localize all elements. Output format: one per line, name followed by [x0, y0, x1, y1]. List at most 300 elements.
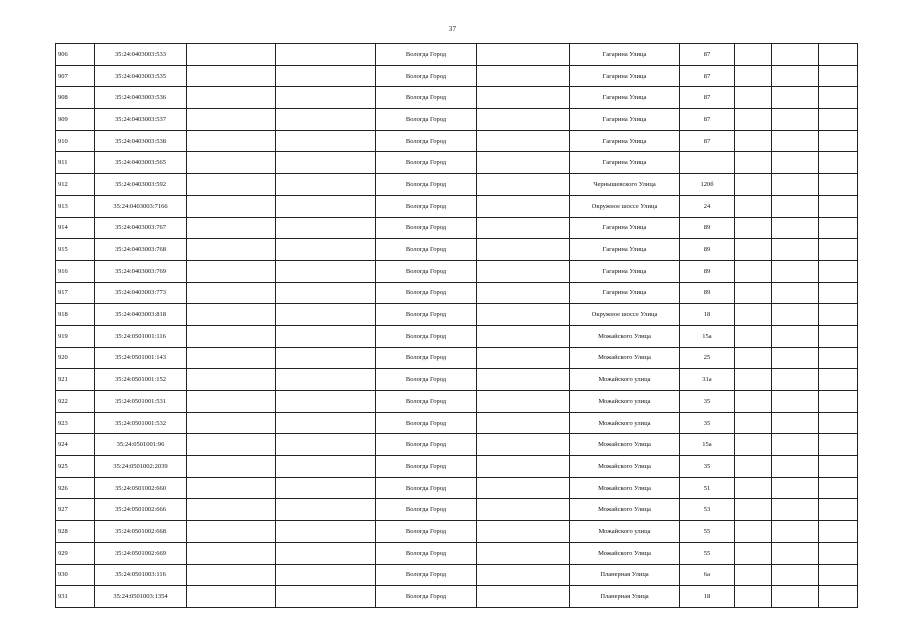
- empty-cell: [276, 260, 376, 282]
- empty-cell: [735, 109, 772, 131]
- empty-cell: [187, 130, 276, 152]
- table-row: [56, 391, 858, 413]
- empty-cell: [772, 369, 819, 391]
- empty-cell: [276, 521, 376, 543]
- empty-cell: [187, 260, 276, 282]
- empty-cell: [276, 586, 376, 608]
- empty-cell: [276, 65, 376, 87]
- empty-cell: [187, 325, 276, 347]
- cadastral-number-cell: 35:24:0501001:532: [95, 412, 187, 434]
- house-number-cell: 51: [680, 477, 735, 499]
- empty-cell: [819, 499, 858, 521]
- table-row: [56, 542, 858, 564]
- table-row: [56, 434, 858, 456]
- empty-cell: [276, 456, 376, 478]
- empty-cell: [477, 260, 570, 282]
- row-number-cell: 915: [56, 239, 95, 261]
- empty-cell: [187, 152, 276, 174]
- city-cell: Вологда Город: [376, 369, 477, 391]
- empty-cell: [772, 65, 819, 87]
- table-row: [56, 586, 858, 608]
- table-row: [56, 217, 858, 239]
- empty-cell: [772, 195, 819, 217]
- empty-cell: [819, 239, 858, 261]
- empty-cell: [187, 499, 276, 521]
- empty-cell: [735, 586, 772, 608]
- empty-cell: [772, 152, 819, 174]
- cadastral-number-cell: 35:24:0403003:818: [95, 304, 187, 326]
- cadastral-number-cell: 35:24:0501002:666: [95, 499, 187, 521]
- empty-cell: [477, 521, 570, 543]
- empty-cell: [276, 369, 376, 391]
- empty-cell: [772, 325, 819, 347]
- empty-cell: [276, 542, 376, 564]
- row-number-cell: 931: [56, 586, 95, 608]
- cadastral-number-cell: 35:24:0501001:96: [95, 434, 187, 456]
- empty-cell: [819, 391, 858, 413]
- empty-cell: [735, 347, 772, 369]
- street-cell: Гагарина Улица: [570, 217, 680, 239]
- house-number-cell: 24: [680, 195, 735, 217]
- empty-cell: [477, 369, 570, 391]
- empty-cell: [276, 130, 376, 152]
- house-number-cell: 87: [680, 44, 735, 66]
- city-cell: Вологда Город: [376, 130, 477, 152]
- street-cell: Можайского Улица: [570, 499, 680, 521]
- city-cell: Вологда Город: [376, 347, 477, 369]
- house-number-cell: 15а: [680, 325, 735, 347]
- city-cell: Вологда Город: [376, 109, 477, 131]
- empty-cell: [735, 542, 772, 564]
- cadastral-number-cell: 35:24:0403003:767: [95, 217, 187, 239]
- empty-cell: [819, 152, 858, 174]
- empty-cell: [187, 391, 276, 413]
- street-cell: Можайского Улица: [570, 456, 680, 478]
- empty-cell: [477, 456, 570, 478]
- empty-cell: [477, 586, 570, 608]
- empty-cell: [187, 304, 276, 326]
- street-cell: Гагарина Улица: [570, 44, 680, 66]
- empty-cell: [276, 195, 376, 217]
- city-cell: Вологда Город: [376, 282, 477, 304]
- empty-cell: [187, 521, 276, 543]
- empty-cell: [187, 282, 276, 304]
- empty-cell: [735, 152, 772, 174]
- empty-cell: [187, 347, 276, 369]
- empty-cell: [772, 347, 819, 369]
- empty-cell: [772, 260, 819, 282]
- empty-cell: [477, 434, 570, 456]
- empty-cell: [772, 239, 819, 261]
- empty-cell: [819, 304, 858, 326]
- row-number-cell: 907: [56, 65, 95, 87]
- city-cell: Вологда Город: [376, 65, 477, 87]
- empty-cell: [477, 65, 570, 87]
- cadastral-number-cell: 35:24:0403003:565: [95, 152, 187, 174]
- empty-cell: [819, 586, 858, 608]
- street-cell: Можайского улица: [570, 412, 680, 434]
- row-number-cell: 914: [56, 217, 95, 239]
- empty-cell: [187, 586, 276, 608]
- house-number-cell: 35: [680, 391, 735, 413]
- empty-cell: [276, 325, 376, 347]
- empty-cell: [819, 347, 858, 369]
- city-cell: Вологда Город: [376, 174, 477, 196]
- empty-cell: [772, 499, 819, 521]
- empty-cell: [819, 282, 858, 304]
- empty-cell: [772, 130, 819, 152]
- empty-cell: [276, 109, 376, 131]
- empty-cell: [187, 477, 276, 499]
- empty-cell: [276, 347, 376, 369]
- table-body: [56, 44, 858, 608]
- city-cell: Вологда Город: [376, 304, 477, 326]
- empty-cell: [187, 239, 276, 261]
- city-cell: Вологда Город: [376, 195, 477, 217]
- empty-cell: [772, 174, 819, 196]
- house-number-cell: 18: [680, 586, 735, 608]
- table-row: [56, 282, 858, 304]
- cadastral-number-cell: 35:24:0403003:592: [95, 174, 187, 196]
- city-cell: Вологда Город: [376, 477, 477, 499]
- street-cell: Можайского Улица: [570, 542, 680, 564]
- cadastral-number-cell: 35:24:0501002:669: [95, 542, 187, 564]
- row-number-cell: 920: [56, 347, 95, 369]
- cadastral-number-cell: 35:24:0403003:768: [95, 239, 187, 261]
- table-row: [56, 109, 858, 131]
- empty-cell: [735, 477, 772, 499]
- empty-cell: [187, 412, 276, 434]
- city-cell: Вологда Город: [376, 521, 477, 543]
- cadastral-number-cell: 35:24:0501002:2039: [95, 456, 187, 478]
- house-number-cell: 120б: [680, 174, 735, 196]
- cadastral-number-cell: 35:24:0403003:536: [95, 87, 187, 109]
- empty-cell: [187, 434, 276, 456]
- empty-cell: [735, 44, 772, 66]
- street-cell: Гагарина Улица: [570, 282, 680, 304]
- empty-cell: [772, 477, 819, 499]
- empty-cell: [735, 217, 772, 239]
- house-number-cell: 55: [680, 521, 735, 543]
- street-cell: Можайского улица: [570, 521, 680, 543]
- city-cell: Вологда Город: [376, 391, 477, 413]
- street-cell: Планерная Улица: [570, 564, 680, 586]
- house-number-cell: 89: [680, 282, 735, 304]
- empty-cell: [276, 87, 376, 109]
- street-cell: Можайского улица: [570, 391, 680, 413]
- row-number-cell: 930: [56, 564, 95, 586]
- row-number-cell: 921: [56, 369, 95, 391]
- empty-cell: [477, 130, 570, 152]
- empty-cell: [819, 477, 858, 499]
- street-cell: Планерная Улица: [570, 586, 680, 608]
- table-row: [56, 130, 858, 152]
- table-row: [56, 44, 858, 66]
- empty-cell: [187, 217, 276, 239]
- city-cell: Вологда Город: [376, 239, 477, 261]
- empty-cell: [477, 174, 570, 196]
- cadastral-number-cell: 35:24:0501002:660: [95, 477, 187, 499]
- empty-cell: [276, 239, 376, 261]
- empty-cell: [735, 391, 772, 413]
- property-register-table: [55, 43, 858, 608]
- row-number-cell: 922: [56, 391, 95, 413]
- empty-cell: [477, 391, 570, 413]
- empty-cell: [772, 391, 819, 413]
- row-number-cell: 918: [56, 304, 95, 326]
- street-cell: Окружное шоссе Улица: [570, 195, 680, 217]
- empty-cell: [187, 542, 276, 564]
- row-number-cell: 913: [56, 195, 95, 217]
- city-cell: Вологда Город: [376, 564, 477, 586]
- row-number-cell: 906: [56, 44, 95, 66]
- street-cell: Можайского Улица: [570, 434, 680, 456]
- empty-cell: [772, 521, 819, 543]
- house-number-cell: 53: [680, 499, 735, 521]
- empty-cell: [477, 477, 570, 499]
- empty-cell: [477, 325, 570, 347]
- table-row: [56, 152, 858, 174]
- city-cell: Вологда Город: [376, 434, 477, 456]
- empty-cell: [477, 195, 570, 217]
- table-row: [56, 87, 858, 109]
- empty-cell: [819, 174, 858, 196]
- row-number-cell: 928: [56, 521, 95, 543]
- empty-cell: [735, 87, 772, 109]
- house-number-cell: 18: [680, 304, 735, 326]
- empty-cell: [187, 65, 276, 87]
- house-number-cell: 31а: [680, 369, 735, 391]
- cadastral-number-cell: 35:24:0501002:668: [95, 521, 187, 543]
- street-cell: Можайского Улица: [570, 347, 680, 369]
- empty-cell: [187, 109, 276, 131]
- empty-cell: [477, 152, 570, 174]
- empty-cell: [187, 44, 276, 66]
- city-cell: Вологда Город: [376, 87, 477, 109]
- empty-cell: [819, 434, 858, 456]
- house-number-cell: 87: [680, 109, 735, 131]
- table-row: [56, 65, 858, 87]
- cadastral-number-cell: 35:24:0403003:537: [95, 109, 187, 131]
- empty-cell: [477, 304, 570, 326]
- empty-cell: [772, 434, 819, 456]
- empty-cell: [819, 130, 858, 152]
- city-cell: Вологда Город: [376, 456, 477, 478]
- empty-cell: [477, 109, 570, 131]
- cadastral-number-cell: 35:24:0403003:769: [95, 260, 187, 282]
- house-number-cell: 87: [680, 130, 735, 152]
- empty-cell: [735, 130, 772, 152]
- row-number-cell: 923: [56, 412, 95, 434]
- cadastral-number-cell: 35:24:0403003:7166: [95, 195, 187, 217]
- cadastral-number-cell: 35:24:0501001:143: [95, 347, 187, 369]
- empty-cell: [276, 391, 376, 413]
- cadastral-number-cell: 35:24:0501001:116: [95, 325, 187, 347]
- empty-cell: [276, 477, 376, 499]
- empty-cell: [477, 542, 570, 564]
- empty-cell: [819, 195, 858, 217]
- street-cell: Гагарина Улица: [570, 130, 680, 152]
- empty-cell: [735, 260, 772, 282]
- empty-cell: [819, 109, 858, 131]
- empty-cell: [735, 282, 772, 304]
- empty-cell: [772, 44, 819, 66]
- empty-cell: [735, 195, 772, 217]
- empty-cell: [276, 152, 376, 174]
- street-cell: Гагарина Улица: [570, 65, 680, 87]
- city-cell: Вологда Город: [376, 542, 477, 564]
- row-number-cell: 927: [56, 499, 95, 521]
- row-number-cell: 917: [56, 282, 95, 304]
- empty-cell: [819, 44, 858, 66]
- empty-cell: [477, 239, 570, 261]
- house-number-cell: 55: [680, 542, 735, 564]
- empty-cell: [477, 44, 570, 66]
- empty-cell: [772, 542, 819, 564]
- empty-cell: [276, 217, 376, 239]
- table-row: [56, 304, 858, 326]
- row-number-cell: 912: [56, 174, 95, 196]
- row-number-cell: 916: [56, 260, 95, 282]
- empty-cell: [819, 456, 858, 478]
- empty-cell: [187, 564, 276, 586]
- empty-cell: [187, 195, 276, 217]
- empty-cell: [735, 239, 772, 261]
- table-row: [56, 347, 858, 369]
- street-cell: Гагарина Улица: [570, 87, 680, 109]
- empty-cell: [819, 542, 858, 564]
- empty-cell: [735, 521, 772, 543]
- cadastral-number-cell: 35:24:0501001:531: [95, 391, 187, 413]
- cadastral-number-cell: 35:24:0403003:538: [95, 130, 187, 152]
- empty-cell: [477, 412, 570, 434]
- empty-cell: [735, 434, 772, 456]
- table-row: [56, 499, 858, 521]
- empty-cell: [819, 521, 858, 543]
- table-row: [56, 325, 858, 347]
- table-row: [56, 239, 858, 261]
- empty-cell: [772, 282, 819, 304]
- empty-cell: [477, 499, 570, 521]
- house-number-cell: 6а: [680, 564, 735, 586]
- empty-cell: [772, 87, 819, 109]
- empty-cell: [735, 369, 772, 391]
- empty-cell: [276, 499, 376, 521]
- empty-cell: [477, 347, 570, 369]
- empty-cell: [187, 87, 276, 109]
- table-row: [56, 174, 858, 196]
- city-cell: Вологда Город: [376, 152, 477, 174]
- empty-cell: [772, 412, 819, 434]
- empty-cell: [735, 564, 772, 586]
- empty-cell: [477, 217, 570, 239]
- table-row: [56, 477, 858, 499]
- city-cell: Вологда Город: [376, 260, 477, 282]
- house-number-cell: 87: [680, 65, 735, 87]
- row-number-cell: 911: [56, 152, 95, 174]
- house-number-cell: 15а: [680, 434, 735, 456]
- city-cell: Вологда Город: [376, 325, 477, 347]
- empty-cell: [735, 65, 772, 87]
- house-number-cell: 25: [680, 347, 735, 369]
- empty-cell: [735, 456, 772, 478]
- city-cell: Вологда Город: [376, 412, 477, 434]
- empty-cell: [735, 412, 772, 434]
- empty-cell: [276, 304, 376, 326]
- house-number-cell: 87: [680, 87, 735, 109]
- street-cell: Можайского Улица: [570, 477, 680, 499]
- cadastral-number-cell: 35:24:0501003:1354: [95, 586, 187, 608]
- empty-cell: [276, 174, 376, 196]
- empty-cell: [276, 564, 376, 586]
- city-cell: Вологда Город: [376, 217, 477, 239]
- house-number-cell: 89: [680, 217, 735, 239]
- street-cell: Гагарина Улица: [570, 109, 680, 131]
- empty-cell: [276, 44, 376, 66]
- row-number-cell: 909: [56, 109, 95, 131]
- street-cell: Гагарина Улица: [570, 260, 680, 282]
- empty-cell: [735, 325, 772, 347]
- row-number-cell: 910: [56, 130, 95, 152]
- empty-cell: [187, 369, 276, 391]
- empty-cell: [819, 325, 858, 347]
- row-number-cell: 908: [56, 87, 95, 109]
- table-row: [56, 195, 858, 217]
- street-cell: Окружное шоссе Улица: [570, 304, 680, 326]
- cadastral-number-cell: 35:24:0501001:152: [95, 369, 187, 391]
- street-cell: Чернышевского Улица: [570, 174, 680, 196]
- street-cell: Можайского улица: [570, 369, 680, 391]
- row-number-cell: 924: [56, 434, 95, 456]
- house-number-cell: 89: [680, 260, 735, 282]
- empty-cell: [772, 109, 819, 131]
- cadastral-number-cell: 35:24:0403003:773: [95, 282, 187, 304]
- empty-cell: [276, 434, 376, 456]
- house-number-cell: [680, 152, 735, 174]
- empty-cell: [276, 282, 376, 304]
- row-number-cell: 926: [56, 477, 95, 499]
- table-row: [56, 521, 858, 543]
- cadastral-number-cell: 35:24:0501003:116: [95, 564, 187, 586]
- empty-cell: [477, 282, 570, 304]
- row-number-cell: 929: [56, 542, 95, 564]
- table-row: [56, 564, 858, 586]
- house-number-cell: 89: [680, 239, 735, 261]
- empty-cell: [276, 412, 376, 434]
- empty-cell: [735, 499, 772, 521]
- empty-cell: [819, 217, 858, 239]
- row-number-cell: 925: [56, 456, 95, 478]
- empty-cell: [819, 564, 858, 586]
- table-row: [56, 412, 858, 434]
- city-cell: Вологда Город: [376, 499, 477, 521]
- cadastral-number-cell: 35:24:0403003:533: [95, 44, 187, 66]
- house-number-cell: 35: [680, 412, 735, 434]
- empty-cell: [819, 260, 858, 282]
- empty-cell: [187, 456, 276, 478]
- empty-cell: [187, 174, 276, 196]
- table-row: [56, 456, 858, 478]
- empty-cell: [819, 87, 858, 109]
- empty-cell: [772, 304, 819, 326]
- table-row: [56, 260, 858, 282]
- empty-cell: [772, 586, 819, 608]
- table-row: [56, 369, 858, 391]
- row-number-cell: 919: [56, 325, 95, 347]
- empty-cell: [772, 217, 819, 239]
- street-cell: Можайского Улица: [570, 325, 680, 347]
- empty-cell: [772, 456, 819, 478]
